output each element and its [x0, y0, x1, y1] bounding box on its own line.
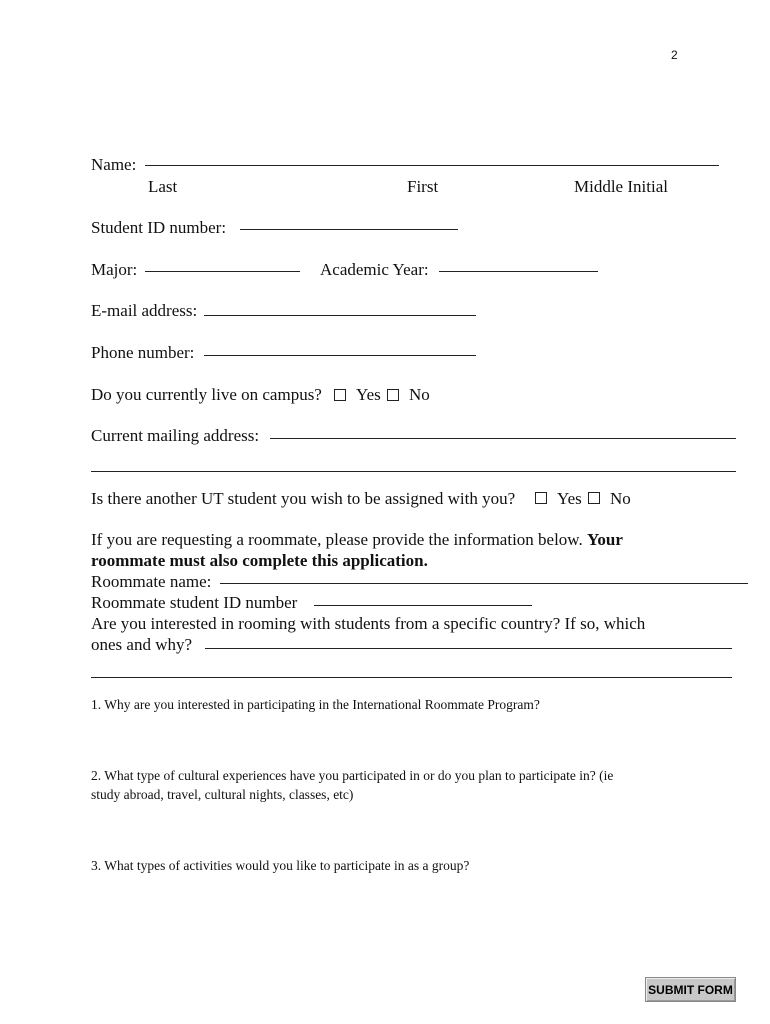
mailing-address-field-1[interactable]	[270, 438, 736, 439]
email-field[interactable]	[204, 315, 476, 316]
submit-form-button[interactable]: SUBMIT FORM	[645, 977, 736, 1002]
roommate-bold-text-2: roommate must also complete this application.	[91, 551, 428, 570]
roommate-name-label: Roommate name:	[91, 572, 212, 591]
question-3: 3. What types of activities would you like to participate in as a group?	[91, 858, 470, 873]
mailing-address-label: Current mailing address:	[91, 426, 260, 445]
country-answer-field-2[interactable]	[91, 677, 732, 678]
email-label: E-mail address:	[91, 301, 198, 320]
name-label: Name:	[91, 155, 137, 174]
academic-year-label: Academic Year:	[320, 260, 429, 279]
name-field[interactable]	[145, 165, 719, 166]
campus-no-checkbox[interactable]	[387, 389, 399, 401]
country-question-line2: ones and why?	[91, 635, 193, 654]
ut-student-no-label: No	[610, 489, 631, 508]
last-name-caption: Last	[148, 177, 178, 196]
roommate-requirement	[91, 551, 428, 571]
roommate-intro-text: If you are requesting a roommate, please provide the information below.	[91, 530, 583, 549]
major-label: Major:	[91, 260, 138, 279]
page-number: 2	[671, 48, 678, 62]
question-2-line2: study abroad, travel, cultural nights, classes, etc)	[91, 787, 354, 802]
middle-initial-caption: Middle Initial	[574, 177, 668, 196]
roommate-bold-text-1: Your	[586, 530, 623, 549]
question-2-line1: 2. What type of cultural experiences have you participated in or do you plan to participate in? (ie	[91, 768, 614, 783]
ut-student-question: Is there another UT student you wish to be assigned with you?	[91, 489, 516, 508]
student-id-label: Student ID number:	[91, 218, 227, 237]
country-question-line1: Are you interested in rooming with students from a specific country? If so, which	[91, 614, 646, 633]
campus-yes-checkbox[interactable]	[334, 389, 346, 401]
phone-label: Phone number:	[91, 343, 195, 362]
campus-yes-label: Yes	[356, 385, 381, 404]
roommate-name-field[interactable]	[220, 583, 748, 584]
question-1: 1. Why are you interested in participating in the International Roommate Program?	[91, 697, 540, 712]
phone-field[interactable]	[204, 355, 476, 356]
mailing-address-field-2[interactable]	[91, 471, 736, 472]
student-id-field[interactable]	[240, 229, 458, 230]
ut-student-yes-label: Yes	[557, 489, 582, 508]
country-answer-field-1[interactable]	[205, 648, 732, 649]
campus-question: Do you currently live on campus?	[91, 385, 322, 404]
roommate-id-label: Roommate student ID number	[91, 593, 298, 612]
major-field[interactable]	[145, 271, 300, 272]
first-name-caption: First	[407, 177, 439, 196]
ut-student-no-checkbox[interactable]	[588, 492, 600, 504]
roommate-id-field[interactable]	[314, 605, 532, 606]
roommate-intro	[91, 530, 623, 550]
ut-student-yes-checkbox[interactable]	[535, 492, 547, 504]
academic-year-field[interactable]	[439, 271, 598, 272]
campus-no-label: No	[409, 385, 430, 404]
